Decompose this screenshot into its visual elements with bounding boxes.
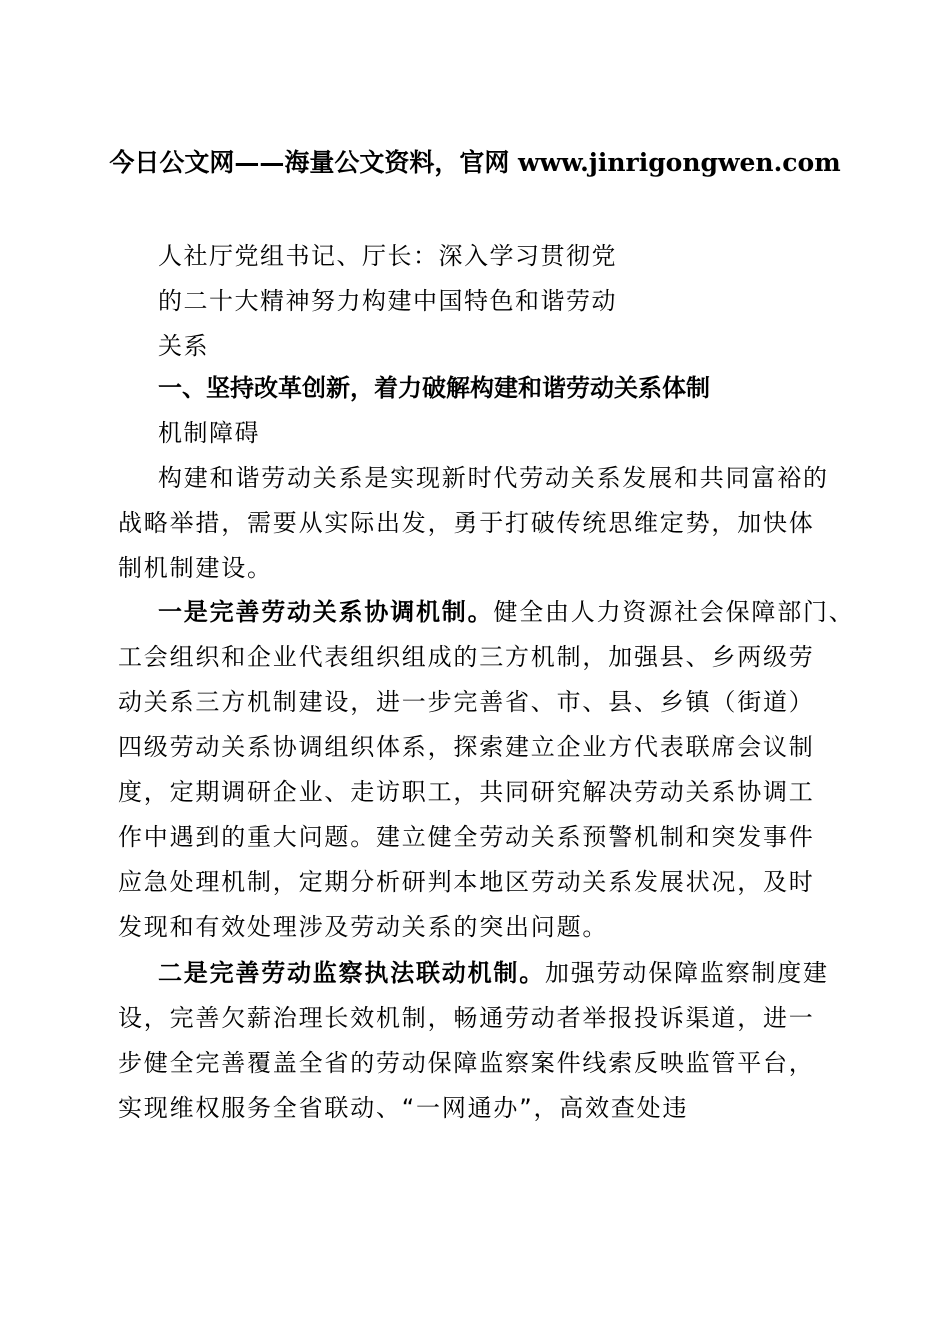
title-line: 关系	[158, 332, 209, 360]
section-heading-continuation: 机制障碍	[158, 419, 260, 447]
paragraph-line: 制机制建设。	[118, 554, 273, 582]
paragraph-line: 设，完善欠薪治理长效机制，畅通劳动者举报投诉渠道，进一	[118, 1004, 815, 1032]
paragraph	[118, 951, 838, 1131]
paragraph-lead: 二是完善劳动监察执法联动机制。	[158, 959, 545, 987]
paragraph-line: 发现和有效处理涉及劳动关系的突出问题。	[118, 913, 609, 941]
paragraph-line: 战略举措，需要从实际出发，勇于打破传统思维定势，加快体	[118, 509, 815, 537]
paragraph-line: 四级劳动关系协调组织体系，探索建立企业方代表联席会议制	[118, 733, 815, 761]
paragraph-line: 步健全完善覆盖全省的劳动保障监察案件线索反映监管平台，	[118, 1049, 815, 1077]
section-heading	[158, 366, 818, 456]
paragraph-line: 动关系三方机制建设，进一步完善省、市、县、乡镇（街道）	[118, 688, 815, 716]
paragraph-line: 度，定期调研企业、走访职工，共同研究解决劳动关系协调工	[118, 778, 815, 806]
paragraph-lead: 一是完善劳动关系协调机制。	[158, 598, 494, 626]
paragraph-first-rest: 加强劳动保障监察制度建	[545, 959, 829, 987]
paragraph	[118, 456, 838, 591]
title-line: 的二十大精神努力构建中国特色和谐劳动	[158, 287, 617, 315]
paragraph-line: 应急处理机制，定期分析研判本地区劳动关系发展状况，及时	[118, 868, 815, 896]
paragraph-line: 作中遇到的重大问题。建立健全劳动关系预警机制和突发事件	[118, 823, 815, 851]
paragraph-line: 实现维权服务全省联动、“一网通办”，高效查处违	[118, 1094, 689, 1122]
paragraph-first-line	[118, 951, 838, 996]
paragraph-line: 构建和谐劳动关系是实现新时代劳动关系发展和共同富裕的	[158, 464, 829, 492]
paragraph-line: 工会组织和企业代表组织组成的三方机制，加强县、乡两级劳	[118, 643, 815, 671]
paragraph-first-line	[118, 590, 855, 635]
paragraph	[118, 590, 855, 950]
title-line: 人社厅党组书记、厅长：深入学习贯彻党	[158, 242, 617, 270]
paragraph-first-rest: 健全由人力资源社会保障部门、	[493, 598, 855, 626]
site-header: 今日公文网——海量公文资料，官网 www.jinrigongwen.com	[109, 148, 841, 177]
document-title	[158, 234, 638, 369]
section-heading-text: 一、坚持改革创新，着力破解构建和谐劳动关系体制	[158, 374, 710, 402]
